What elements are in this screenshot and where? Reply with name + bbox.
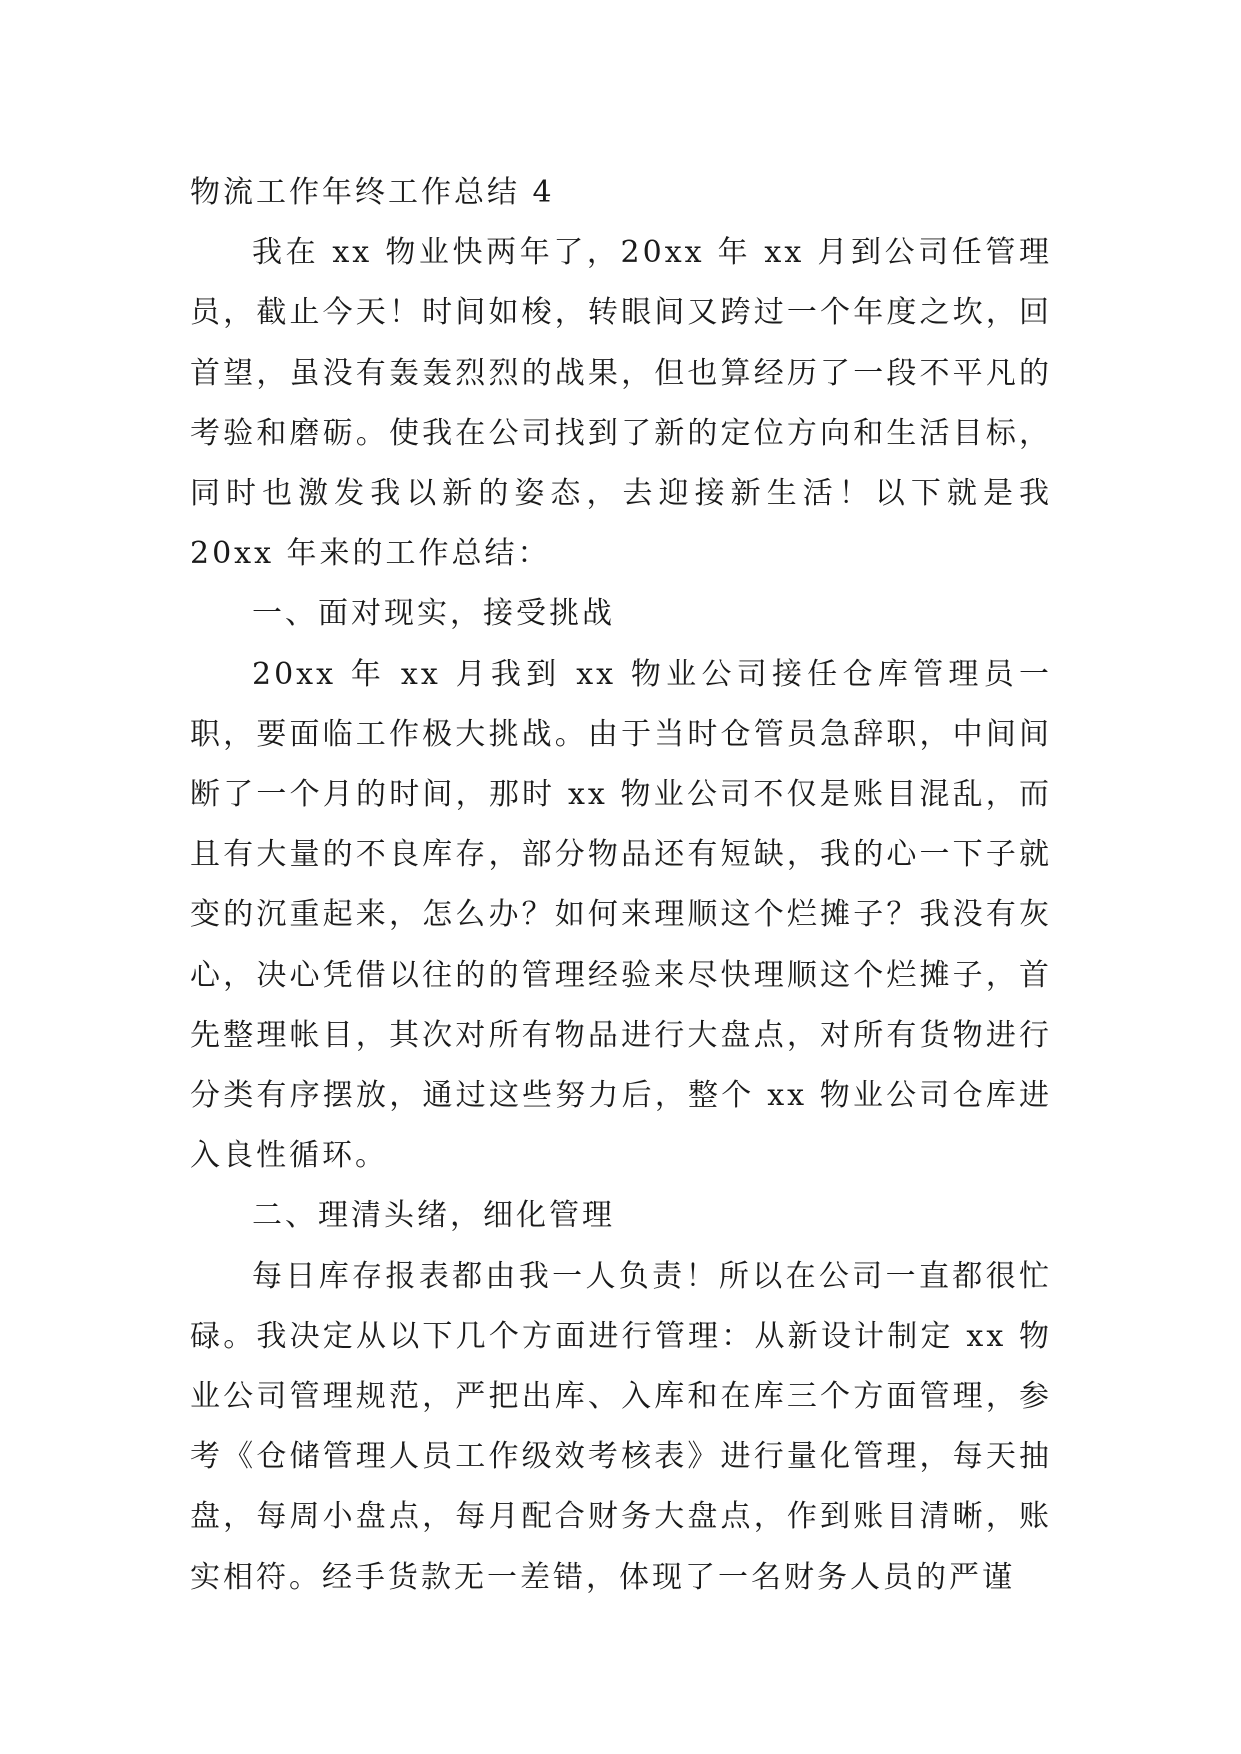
document-body — [190, 163, 1052, 1608]
section-2-paragraph: 每日库存报表都由我一人负责！所以在公司一直都很忙碌。我决定从以下几个方面进行管理：从新设计制定 xx 物业公司管理规范，严把出库、入库和在库三个方面管理，参考《仓储管理人员工作级效考核表》进行量化管理，每天抽盘，每周小盘点，每月配合财务大盘点，作到账目清晰，账实相符。经手货款无一差错，体现了一名财务人员的严谨 — [190, 1258, 1052, 1595]
section-1-paragraph: 20xx 年 xx 月我到 xx 物业公司接任仓库管理员一职，要面临工作极大挑战。由于当时仓管员急辞职，中间间断了一个月的时间，那时 xx 物业公司不仅是账目混乱，而且有大量的不良库存，部分物品还有短缺，我的心一下子就变的沉重起来，怎么办？如何来理顺这个烂摊子？我没有灰心，决心凭借以往的的管理经验来尽快理顺这个烂摊子，首先整理帐目，其次对所有物品进行大盘点，对所有货物进行分类有序摆放，通过这些努力后，整个 xx 物业公司仓库进入良性循环。 — [190, 656, 1052, 1174]
document-title: 物流工作年终工作总结 4 — [190, 175, 555, 210]
intro-paragraph: 我在 xx 物业快两年了，20xx 年 xx 月到公司任管理员，截止今天！时间如梭，转眼间又跨过一个年度之坎，回首望，虽没有轰轰烈烈的战果，但也算经历了一段不平凡的考验和磨砺。使我在公司找到了新的定位方向和生活目标，同时也激发我以新的姿态，去迎接新生活！以下就是我 20xx 年来的工作总结： — [190, 235, 1052, 572]
section-heading-2: 二、理清头绪，细化管理 — [252, 1198, 615, 1234]
section-heading-1: 一、面对现实，接受挑战 — [252, 596, 615, 632]
